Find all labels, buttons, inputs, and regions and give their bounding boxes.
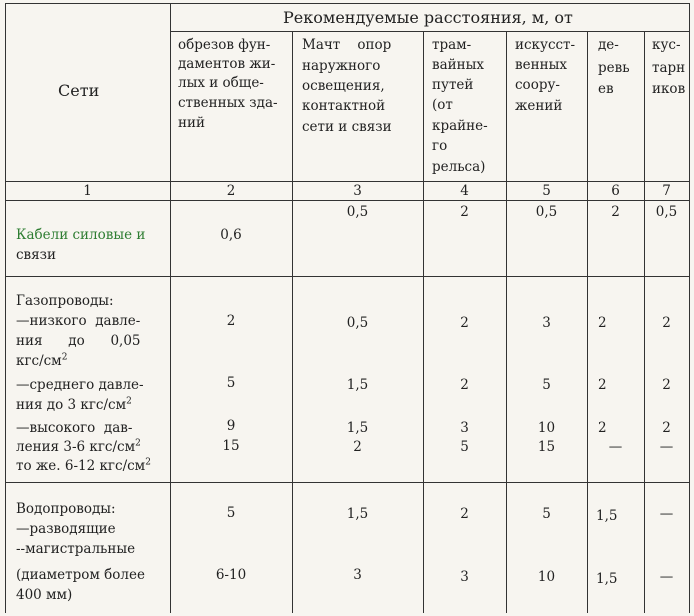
rule-top xyxy=(5,3,689,4)
rule-under-title xyxy=(170,31,689,32)
rule-right xyxy=(689,3,690,613)
header-networks: Сети xyxy=(58,81,100,100)
rule-left xyxy=(5,3,6,613)
rule-col5 xyxy=(587,31,588,613)
header-title: Рекомендуемые расстояния, м, от xyxy=(283,8,573,27)
table-page: Сети Рекомендуемые расстояния, м, от обрезов фун- даментов жи- лых и обще- ственных зда- ний Мачт опор наружного освещения, контактной сети и связи трам- вайных путей (от крайне- го рельса) искусст- венных соору- жений де- ревь ев кус- тарн иков 1 2 3 4 5 6 7 Кабели силовые и связи 0,6 0,5 2 0,5 2 0,5 Газопроводы: —низкого давле- ния до 0,05 кгс/$см^2$ 2 0,5 2 3 2 2 —среднего давле- ния до 3 кгс/$см^2$ 5 1,5 2 5 2 2 —высокого дав- ления 3-6 кгс/$см^2$ 9 1,5 3 10 2 2 то же. 6-12 кгс/$см^2$ 15 2 5 15 — — Водопроводы: —разводящие 5 1,5 2 5 1,5 — --магистральные (диаметром более 400 мм) 6-10 3 3 10 1,5 — xyxy=(0,0,694,616)
